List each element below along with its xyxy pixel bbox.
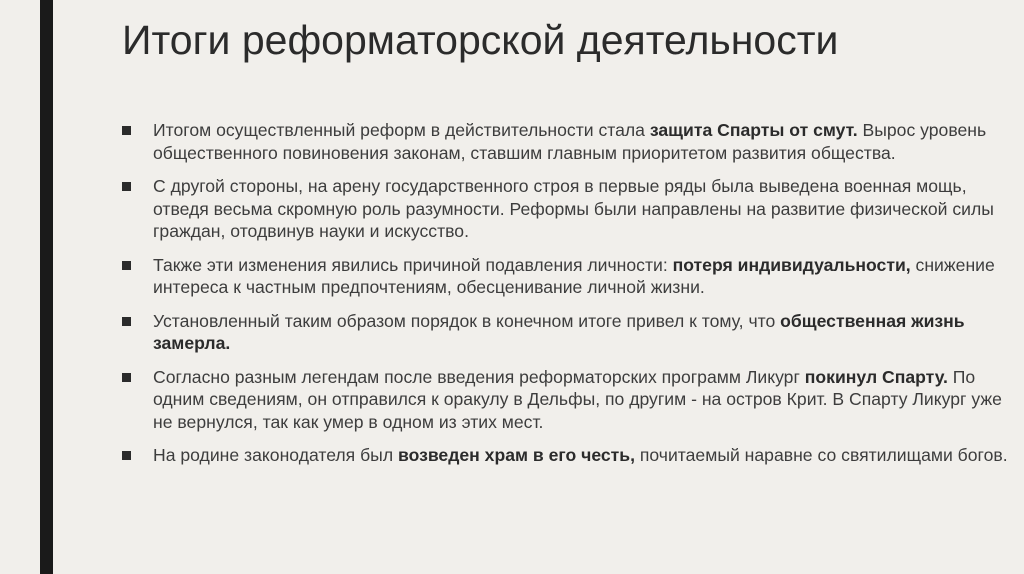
slide-title: Итоги реформаторской деятельности bbox=[122, 17, 839, 63]
bullet-text: почитаемый наравне со святилищами богов. bbox=[634, 445, 1008, 465]
bullet-item bbox=[122, 175, 1008, 243]
bullet-text: На родине законодателя был bbox=[153, 445, 398, 465]
bullet-emphasis: защита Спарты от смут. bbox=[649, 120, 858, 140]
square-bullet-icon bbox=[122, 261, 131, 270]
square-bullet-icon bbox=[122, 373, 131, 382]
bullet-emphasis: возведен храм в его честь, bbox=[397, 445, 635, 465]
square-bullet-icon bbox=[122, 126, 131, 135]
accent-bar bbox=[40, 0, 53, 574]
bullet-item bbox=[122, 254, 1008, 299]
bullet-emphasis: покинул Спарту. bbox=[804, 366, 948, 387]
bullet-text: Также эти изменения явились причиной подавления личности: bbox=[153, 254, 673, 275]
bullet-emphasis: потеря индивидуальности, bbox=[672, 254, 911, 275]
bullet-text: снижение интереса к частным предпочтениям, обесценивание личной жизни. bbox=[153, 254, 995, 297]
bullet-list bbox=[122, 119, 1008, 478]
bullet-text: Установленный таким образом порядок в конечном итоге привел к тому, что bbox=[153, 310, 781, 331]
bullet-item bbox=[122, 119, 1008, 164]
bullet-item bbox=[122, 310, 1008, 355]
bullet-item bbox=[122, 444, 1008, 467]
square-bullet-icon bbox=[122, 451, 131, 460]
bullet-text: Итогом осуществленный реформ в действительности стала bbox=[153, 120, 650, 140]
square-bullet-icon bbox=[122, 317, 131, 326]
bullet-text: Согласно разным легендам после введения реформаторских программ Ликург bbox=[153, 366, 805, 387]
bullet-text: С другой стороны, на арену государственного строя в первые ряды была выведена военная мощь, отведя весьма скромную роль разумности. Реформы были направлены на развитие физической силы граждан, отодвинув науки и искусство. bbox=[153, 176, 994, 241]
bullet-emphasis: общественная жизнь замерла. bbox=[153, 310, 965, 353]
bullet-text: Вырос уровень общественного повиновения законам, ставшим главным приоритетом развития общества. bbox=[153, 120, 987, 163]
square-bullet-icon bbox=[122, 182, 131, 191]
bullet-item bbox=[122, 366, 1008, 434]
bullet-text: По одним сведениям, он отправился к оракулу в Дельфы, по другим - на остров Крит. В Спарту Ликург уже не вернулся, так как умер в одном из этих мест. bbox=[153, 366, 1002, 432]
